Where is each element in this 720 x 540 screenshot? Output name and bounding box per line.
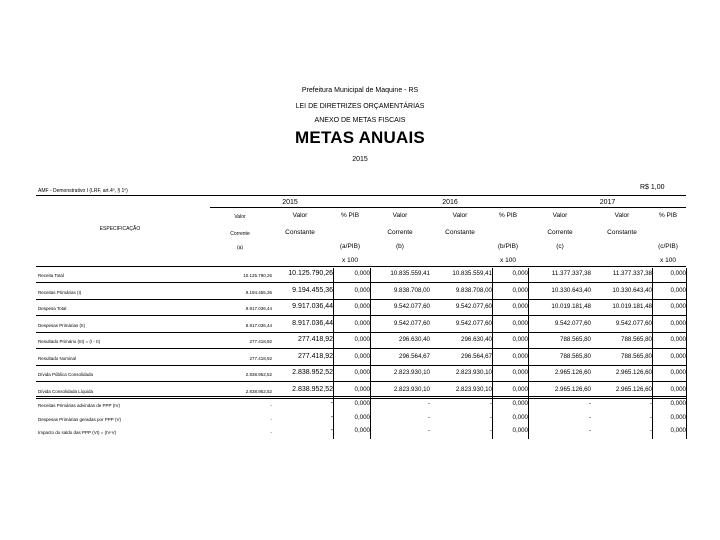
row-cell-2: 277.418,92	[297, 352, 333, 360]
row-cell-3: 0,000	[354, 286, 370, 294]
column-divider	[333, 268, 334, 400]
page-title: METAS ANUAIS	[295, 128, 425, 147]
col-a: (a)	[236, 245, 244, 251]
row-rule	[36, 282, 686, 283]
column-divider	[492, 398, 493, 439]
row-cell-5: 9.542.077,60	[455, 319, 492, 327]
column-divider	[333, 398, 334, 439]
row-cell-8: 2.965.126,60	[615, 369, 652, 376]
col-c-pib: (c/PIB)	[658, 243, 678, 250]
row-cell-5: 2.823.930,10	[455, 385, 492, 393]
row-cell-6: 0,000	[512, 413, 528, 421]
row-cell-7: -	[588, 400, 591, 407]
col-constante-2016: Constante	[445, 229, 475, 236]
row-label: Dívida Consolidada Líquida	[38, 388, 94, 394]
row-cell-3: 0,000	[354, 270, 370, 277]
col-constante-2015: Constante	[285, 229, 315, 236]
col-valor-constante-2015: Valor	[292, 212, 308, 219]
row-cell-4: 9.838.708,00	[393, 286, 430, 294]
ppp-section-rule	[36, 396, 686, 397]
row-cell-7: 788.565,80	[560, 336, 591, 343]
column-divider	[528, 268, 529, 400]
row-cell-4: 9.542.077,60	[393, 319, 430, 327]
spec-header: ESPECIFICAÇÃO	[99, 226, 141, 232]
row-cell-4: 296.630,40	[399, 336, 430, 343]
row-cell-9: 0,000	[670, 427, 686, 434]
year-header-2015: 2015	[282, 199, 298, 206]
row-cell-2: 9.917.036,44	[292, 303, 333, 310]
row-cell-4: -	[427, 400, 430, 407]
row-cell-8: 2.965.126,60	[615, 385, 652, 393]
col-b: (b)	[396, 243, 404, 250]
year-rule	[210, 207, 686, 208]
row-label: Resultado Nominal	[38, 355, 77, 361]
row-cell-6: 0,000	[512, 270, 528, 277]
top-rule	[36, 195, 686, 196]
row-cell-3: 0,000	[354, 400, 370, 407]
row-cell-8: 9.542.077,60	[615, 319, 652, 327]
col-corrente-2017: Corrente	[547, 229, 573, 236]
row-cell-7: -	[588, 413, 591, 421]
row-cell-9: 0,000	[670, 319, 686, 327]
row-cell-8: 11.377.337,38	[612, 270, 652, 277]
column-divider	[370, 268, 371, 400]
row-cell-3: 0,000	[354, 303, 370, 310]
row-cell-4: 2.823.930,10	[393, 385, 430, 393]
col-x100-2016: x 100	[500, 257, 516, 264]
row-cell-7: 10.019.181,48	[551, 303, 591, 310]
row-cell-8: -	[649, 427, 652, 434]
row-rule	[36, 365, 686, 366]
row-cell-8: -	[649, 413, 652, 421]
row-cell-1: 277.418,92	[249, 355, 272, 361]
header-rule	[36, 266, 686, 267]
row-cell-3: 0,000	[354, 385, 370, 393]
row-label: Impacto do saldo das PPP (VI) = (IV-V)	[38, 430, 117, 435]
row-cell-9: 0,000	[670, 336, 686, 343]
header-annex: ANEXO DE METAS FISCAIS	[314, 117, 406, 124]
col-b-pib: (b/PIB)	[497, 243, 519, 250]
row-cell-9: 0,000	[670, 413, 686, 421]
row-cell-9: 0,000	[670, 369, 686, 376]
row-cell-6: 0,000	[512, 385, 528, 393]
row-cell-1: 2.838.952,52	[245, 372, 272, 377]
row-cell-2: -	[330, 427, 333, 434]
row-rule	[36, 398, 686, 399]
column-divider	[370, 398, 371, 439]
row-rule	[36, 332, 686, 333]
row-cell-1: 277.418,92	[249, 339, 272, 344]
col-corrente-2016: Corrente	[387, 229, 413, 236]
row-cell-1: 8.917.036,44	[245, 322, 272, 328]
row-cell-3: 0,000	[354, 336, 370, 343]
col-pct-pib-2017: % PIB	[658, 212, 678, 219]
row-cell-3: 0,000	[354, 413, 370, 421]
row-cell-3: 0,000	[354, 369, 370, 376]
row-cell-1: 2.838.952,52	[245, 388, 272, 394]
row-label: Receitas Primárias advindas de PPP (IV)	[38, 403, 120, 408]
row-cell-2: -	[330, 400, 333, 407]
amf-label: AMF - Demonstrativo I (LRF, art.4º, § 1º)	[38, 188, 128, 194]
row-cell-9: 0,000	[670, 400, 686, 407]
row-cell-5: 10.835.559,41	[452, 270, 492, 277]
row-cell-6: 0,000	[512, 400, 528, 407]
row-cell-2: 2.838.952,52	[292, 385, 333, 393]
row-cell-9: 0,000	[670, 385, 686, 393]
row-cell-3: 0,000	[354, 427, 370, 434]
year-header-2017: 2017	[599, 199, 616, 206]
row-cell-5: -	[489, 413, 492, 421]
col-x100-2015: x 100	[342, 257, 358, 264]
row-rule	[36, 315, 686, 316]
row-cell-7: -	[588, 427, 591, 434]
row-cell-7: 11.377.337,38	[551, 270, 591, 277]
row-cell-1: 9.917.036,44	[245, 306, 272, 311]
row-cell-6: 0,000	[512, 352, 528, 360]
row-cell-3: 0,000	[354, 319, 370, 327]
row-cell-1: -	[270, 416, 272, 422]
row-cell-4: 2.823.930,10	[393, 369, 430, 376]
row-cell-9: 0,000	[670, 352, 686, 360]
row-label: Despesas Primárias (II)	[38, 322, 86, 328]
row-cell-4: 296.564,67	[399, 352, 430, 360]
row-cell-6: 0,000	[512, 336, 528, 343]
row-label: Despesas Primárias geradas por PPP (V)	[38, 416, 121, 422]
row-cell-2: 10.125.790,26	[288, 270, 333, 277]
row-rule	[36, 348, 686, 349]
row-cell-1: 10.125.790,26	[243, 273, 272, 278]
row-cell-7: 10.330.643,40	[551, 286, 591, 294]
row-cell-7: 2.965.126,60	[554, 385, 591, 393]
col-constante-2017: Constante	[607, 229, 637, 236]
col-valor-2017: Valor	[552, 212, 568, 219]
row-cell-2: 9.194.455,36	[292, 286, 333, 294]
col-x100-2017: x 100	[660, 257, 676, 264]
row-label: Despesa Total	[38, 306, 67, 311]
row-cell-2: 2.838.952,52	[292, 369, 333, 376]
col-a-pib: (a/PIB)	[339, 243, 361, 250]
row-cell-5: 2.823.930,10	[455, 369, 492, 376]
row-cell-6: 0,000	[512, 286, 528, 294]
row-cell-8: -	[649, 400, 652, 407]
row-cell-1: 9.194.455,36	[245, 289, 272, 295]
row-cell-6: 0,000	[512, 319, 528, 327]
row-cell-4: -	[427, 413, 430, 421]
column-divider	[528, 398, 529, 439]
row-cell-7: 788.565,80	[560, 352, 591, 360]
row-cell-7: 9.542.077,60	[554, 319, 591, 327]
col-valor-constante-2016: Valor	[452, 212, 468, 219]
row-cell-2: -	[330, 413, 333, 421]
row-cell-3: 0,000	[354, 352, 370, 360]
column-divider	[652, 398, 653, 439]
row-cell-7: 2.965.126,60	[554, 369, 591, 376]
row-cell-6: 0,000	[512, 369, 528, 376]
row-cell-1: -	[270, 403, 272, 408]
row-cell-8: 10.019.181,48	[612, 303, 652, 310]
row-cell-5: 9.542.077,60	[455, 303, 492, 310]
row-label: Resultado Primário (III) = (I - II)	[38, 339, 101, 344]
row-cell-5: 9.838.708,00	[455, 286, 492, 294]
col-valor-2015: Valor	[234, 214, 246, 220]
reference-year: 2015	[352, 156, 368, 163]
year-header-2016: 2016	[442, 199, 458, 206]
row-label: Receita Total	[38, 273, 64, 278]
row-cell-8: 10.330.643,40	[612, 286, 652, 294]
row-cell-4: 9.542.077,60	[393, 303, 430, 310]
row-cell-6: 0,000	[512, 303, 528, 310]
row-cell-5: -	[489, 400, 492, 407]
row-cell-2: 277.418,92	[297, 336, 333, 343]
row-label: Dívida Pública Consolidada	[38, 372, 94, 377]
column-divider	[686, 398, 687, 439]
row-cell-8: 788.565,80	[621, 352, 652, 360]
header-municipality: Prefeitura Municipal de Maquine - RS	[301, 87, 419, 94]
column-divider	[492, 268, 493, 400]
col-c: (c)	[556, 243, 564, 250]
row-rule	[36, 299, 686, 300]
row-cell-6: 0,000	[512, 427, 528, 434]
col-pct-pib-2016: % PIB	[498, 212, 518, 219]
row-cell-5: 296.564,67	[461, 352, 492, 360]
currency-unit: R$ 1,00	[640, 184, 665, 191]
row-cell-8: 788.565,80	[621, 336, 652, 343]
header-law: LEI DE DIRETRIZES ORÇAMENTÁRIAS	[295, 103, 425, 110]
row-cell-9: 0,000	[670, 270, 686, 277]
row-cell-1: -	[270, 430, 272, 435]
column-divider	[686, 268, 687, 400]
row-cell-5: 296.630,40	[461, 336, 492, 343]
row-cell-5: -	[489, 427, 492, 434]
row-rule	[36, 381, 686, 382]
col-valor-constante-2017: Valor	[614, 212, 630, 219]
row-cell-4: 10.835.559,41	[390, 270, 430, 277]
col-pct-pib-2015: % PIB	[340, 212, 360, 219]
col-valor-2016: Valor	[392, 212, 408, 219]
row-cell-4: -	[427, 427, 430, 434]
row-cell-2: 8.917.036,44	[292, 319, 333, 327]
col-corrente-2015: Corrente	[230, 231, 250, 237]
row-cell-9: 0,000	[670, 303, 686, 310]
column-divider	[652, 268, 653, 400]
row-cell-9: 0,000	[670, 286, 686, 294]
row-label: Receitas Primárias (I)	[38, 289, 82, 295]
